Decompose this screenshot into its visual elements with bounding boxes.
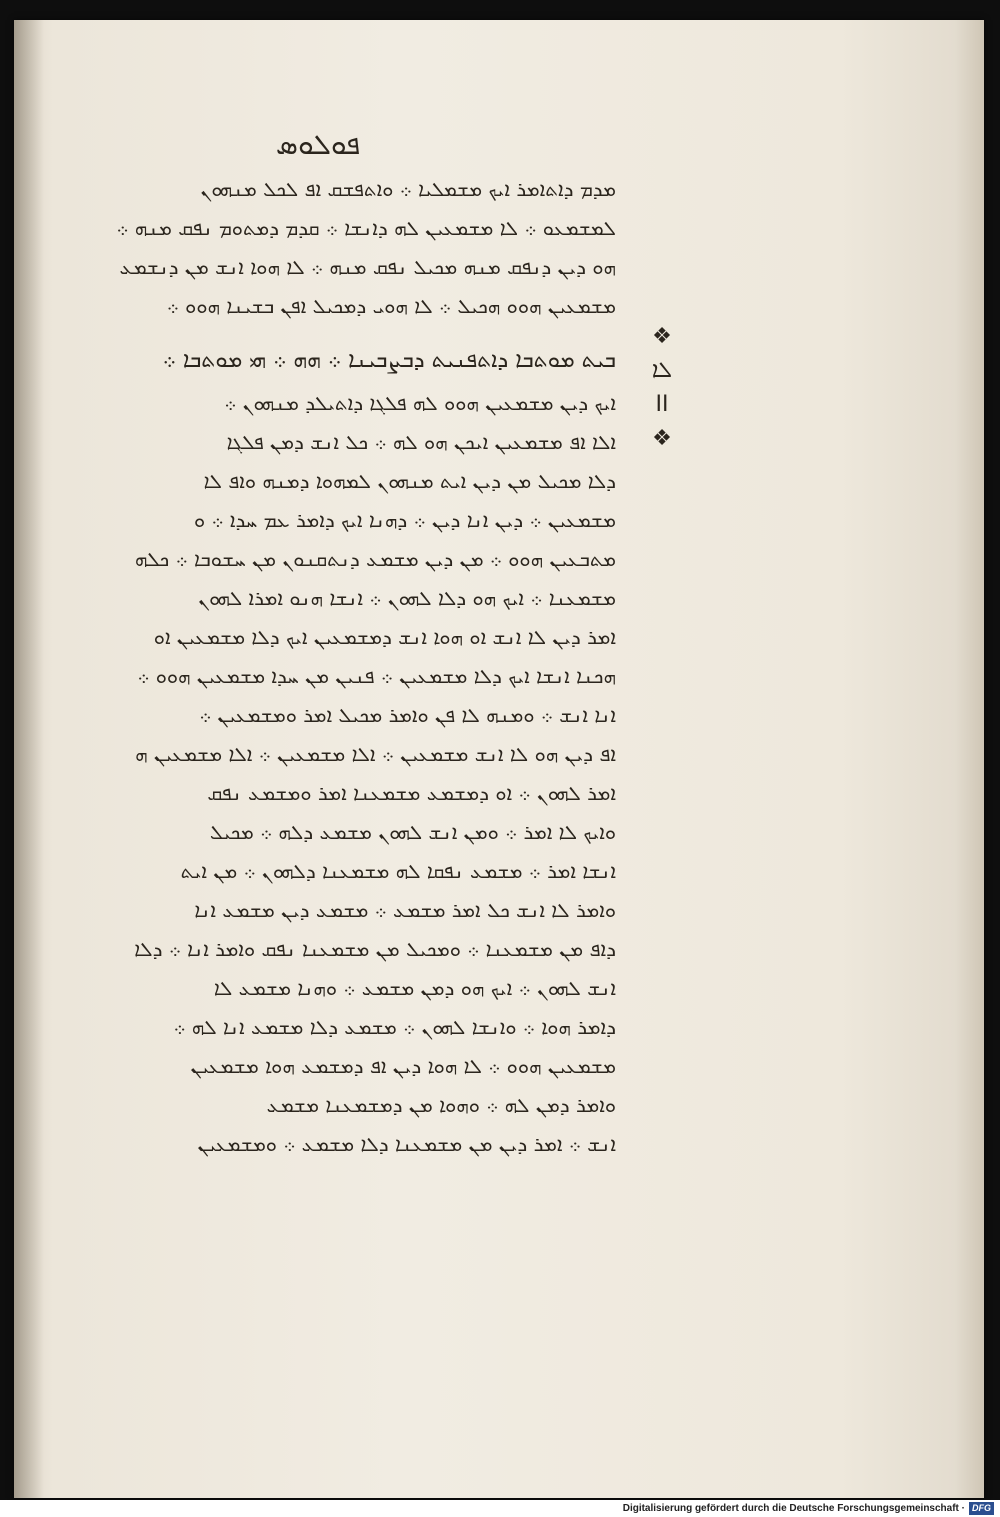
text-line: ܐܠܐ ܐܦ ܡܫܡܥܝܢ ܐܝܟܢ ܗܘ ܠܗ ܀ ܟܠ ܐܢܫ ܕܡܢ ܦܠܓܐ bbox=[226, 430, 616, 454]
text-line: ܘܐܝܟ ܠܐ ܐܡܪ ܀ ܘܡܢ ܐܢܫ ܠܗܘܢ ܡܫܡܥ ܕܠܗ ܀ ܡܟܝܠ bbox=[209, 820, 616, 844]
text-line: ܗܘ ܕܝܢ ܕܢܦܩ ܡܢܗ ܡܟܝܠ ܢܦܩ ܡܢܗ ܀ ܠܐ ܗܘܐ ܐܢܫ ܡܢ ܕܢܫܡܥ bbox=[119, 255, 616, 279]
margin-numeral: ܠܐ bbox=[651, 358, 673, 383]
text-line: ܐܝܟ ܕܝܢ ܡܫܡܥܝܢ ܗܘܘ ܠܗ ܦܠܓܐ ܕܐܬܝܠܕ ܡܢܗܘܢ ܀ bbox=[224, 391, 616, 415]
margin-section-number bbox=[642, 320, 682, 456]
page-heading: ܦܘܠܘܣ bbox=[275, 128, 361, 161]
margin-ornament: ❖ bbox=[652, 324, 672, 349]
footer-credit: Digitalisierung gefördert durch die Deutsche Forschungsgemeinschaft · bbox=[622, 1503, 965, 1514]
text-line: ܕܐܦ ܡܢ ܡܫܡܥܢܐ ܀ ܘܡܟܝܠ ܡܢ ܡܫܡܥܢܐ ܢܦܩ ܘܐܡܪ ܐܢܐ ܀ ܕܠܐ bbox=[134, 937, 616, 961]
text-line: ܠܡܫܡܥܘ ܀ ܠܐ ܡܫܡܥܝܢ ܠܗ ܕܐܢܫܐ ܀ ܩܕܡ ܕܡܬܘܡ ܢܦܩ ܡܢܗ ܀ bbox=[116, 216, 616, 240]
body-paragraph bbox=[20, 384, 616, 1164]
text-line: ܡܫܡܥܝܢ ܗܘܘ ܗܟܝܠ ܀ ܠܐ ܗܘܝ ܕܡܟܝܠ ܐܦܢ ܒܫܝܢܐ ܗܘܘ ܀ bbox=[166, 294, 616, 318]
intro-paragraph bbox=[20, 170, 616, 326]
text-line: ܡܫܡܥܢܐ ܀ ܐܝܟ ܗܘ ܕܠܐ ܠܗܘܢ ܀ ܐܢܫܐ ܗܢܘ ܐܡܪܐ ܠܗܘܢ bbox=[198, 586, 616, 610]
text-line: ܐܡܪ ܕܝܢ ܠܐ ܐܢܫ ܐܘ ܗܘܐ ܐܢܫ ܕܡܫܡܥܝܢ ܐܝܟ ܕܠܐ ܡܫܡܥܝܢ ܐܘ bbox=[153, 625, 616, 649]
text-line: ܗܟܢܐ ܐܢܫܐ ܐܝܟ ܕܠܐ ܡܫܡܥܝܢ ܀ ܦܢܝܢ ܡܢ ܚܕܐ ܡܫܡܥܝܢ ܗܘܘ ܀ bbox=[137, 664, 616, 688]
text-line: ܡܬܒܥܝܢ ܗܘܘ ܀ ܡܢ ܕܝܢ ܡܫܡܥ ܕܢܬܩܢܘܢ ܡܢ ܚܫܘܒܐ ܀ ܟܠܗ bbox=[134, 547, 616, 571]
section-heading: ܒܝܬ ܡܘܬܒܐ ܕܐܬܦܢܝܬ ܕܒܨܒܝܢܐ ܀ ܗܗ ܀ ܗܝ ܡܘܬܒܐ ܀ bbox=[162, 348, 616, 373]
text-line: ܡܫܡܥܝܢ ܀ ܕܝܢ ܐܢܐ ܕܝܢ ܀ ܕܗܢܐ ܐܝܟ ܕܐܡܪ ܥܡ ܚܕܐ ܀ ܘ bbox=[194, 508, 616, 532]
text-line: ܕܐܡܪ ܗܘܐ ܀ ܘܐܢܫܐ ܠܗܘܢ ܀ ܡܫܡܥ ܕܠܐ ܡܫܡܥ ܐܢܐ ܠܗ ܀ bbox=[173, 1015, 616, 1039]
margin-ornament: ❖ bbox=[652, 426, 672, 451]
text-line: ܐܢܫܐ ܐܡܪ ܀ ܡܫܡܥ ܢܦܩܐ ܠܗ ܡܫܡܥܢܐ ܕܠܗܘܢ ܀ ܡܢ ܐܝܬ bbox=[180, 859, 616, 883]
text-line: ܐܢܫ ܠܗܘܢ ܀ ܐܝܟ ܗܘ ܕܡܢ ܡܫܡܥ ܀ ܘܗܢܐ ܡܫܡܥ ܠܐ bbox=[213, 976, 616, 1000]
digitization-footer bbox=[0, 1500, 1000, 1517]
margin-numeral-sub: II bbox=[655, 392, 669, 417]
dfg-logo: DFG bbox=[969, 1502, 994, 1515]
text-line: ܡܫܡܥܝܢ ܗܘܘ ܀ ܠܐ ܗܘܐ ܕܝܢ ܐܦ ܕܡܫܡܥ ܗܘܐ ܡܫܡܥܝܢ bbox=[190, 1054, 616, 1078]
text-line: ܡܕܡ ܕܐܬܐܡܪ ܐܝܟ ܡܫܡܠܝܐ ܀ ܘܐܬܦܫܩ ܐܦ ܠܟܠ ܡܢܗܘܢ bbox=[200, 177, 616, 201]
text-line: ܐܢܐ ܐܢܫ ܀ ܘܡܢܗ ܠܐ ܦܢ ܘܐܡܪ ܡܟܝܠ ܐܡܪ ܘܡܫܡܥܝܢ ܀ bbox=[199, 703, 616, 727]
text-line: ܕܠܐ ܡܟܝܠ ܡܢ ܕܝܢ ܐܝܬ ܡܢܗܘܢ ܠܡܗܘܐ ܕܡܢܗ ܘܐܦ ܠܐ bbox=[203, 469, 616, 493]
text-line: ܘܐܡܪ ܠܐ ܐܢܫ ܟܠ ܐܡܪ ܡܫܡܥ ܀ ܡܫܡܥ ܕܝܢ ܡܫܡܥ ܐܢܐ bbox=[194, 898, 616, 922]
manuscript-text-block bbox=[20, 120, 616, 1164]
text-line: ܐܡܪ ܠܗܘܢ ܀ ܐܘ ܕܡܫܡܥ ܡܫܡܥܢܐ ܐܡܪ ܘܡܫܡܥ ܢܦܩ bbox=[207, 781, 616, 805]
text-line: ܘܐܡܪ ܕܡܢ ܠܗ ܀ ܘܗܘܐ ܡܢ ܕܡܫܡܥܢܐ ܡܫܡܥ bbox=[266, 1093, 616, 1117]
text-line: ܐܦ ܕܝܢ ܗܘ ܠܐ ܐܢܫ ܡܫܡܥܝܢ ܀ ܐܠܐ ܡܫܡܥܝܢ ܀ ܐܠܐ ܡܫܡܥܝܢ ܗ bbox=[135, 742, 616, 766]
text-line: ܐܢܫ ܀ ܐܡܪ ܕܝܢ ܡܢ ܡܫܡܥܢܐ ܕܠܐ ܡܫܡܥ ܀ ܘܡܫܡܥܝܢ bbox=[197, 1132, 616, 1156]
